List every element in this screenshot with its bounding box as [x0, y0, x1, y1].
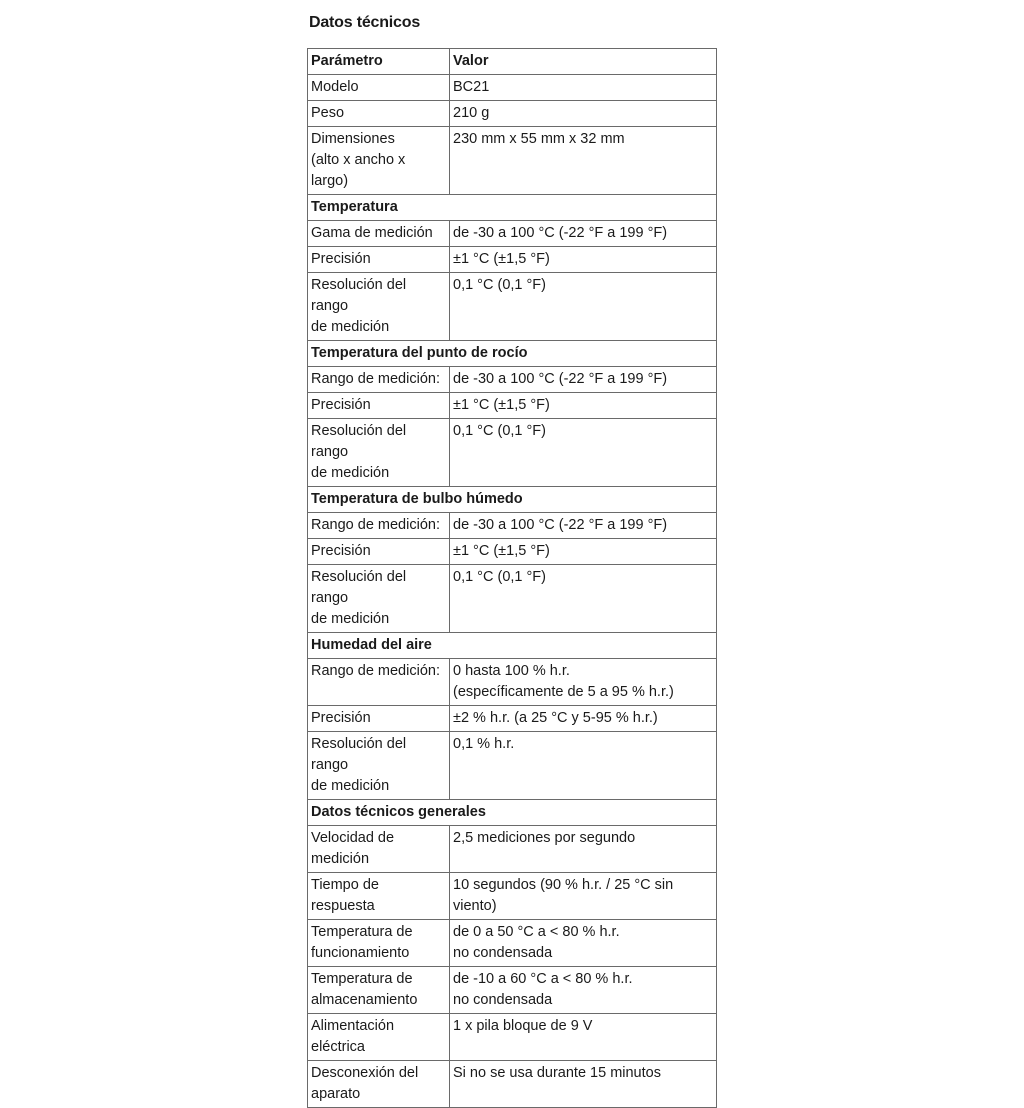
value-cell: de -30 a 100 °C (-22 °F a 199 °F)	[450, 367, 717, 393]
section-heading: Temperatura	[308, 195, 717, 221]
table-row	[308, 539, 717, 565]
parameter-cell: Dimensiones (alto x ancho x largo)	[308, 127, 450, 195]
value-cell: 10 segundos (90 % h.r. / 25 °C sin viento)	[450, 873, 717, 920]
section-heading: Datos técnicos generales	[308, 800, 717, 826]
value-cell: de 0 a 50 °C a < 80 % h.r. no condensada	[450, 920, 717, 967]
parameter-cell: Rango de medición:	[308, 367, 450, 393]
table-row	[308, 127, 717, 195]
spec-table-body	[308, 75, 717, 1108]
table-row	[308, 967, 717, 1014]
parameter-cell: Peso	[308, 101, 450, 127]
value-cell: 0,1 °C (0,1 °F)	[450, 419, 717, 487]
parameter-cell: Resolución del rango de medición	[308, 419, 450, 487]
value-cell: ±1 °C (±1,5 °F)	[450, 247, 717, 273]
parameter-cell: Rango de medición:	[308, 513, 450, 539]
parameter-cell: Temperatura de funcionamiento	[308, 920, 450, 967]
parameter-cell: Velocidad de medición	[308, 826, 450, 873]
parameter-cell: Gama de medición	[308, 221, 450, 247]
value-cell: ±2 % h.r. (a 25 °C y 5-95 % h.r.)	[450, 706, 717, 732]
table-row	[308, 1014, 717, 1061]
section-heading: Humedad del aire	[308, 633, 717, 659]
value-cell: ±1 °C (±1,5 °F)	[450, 539, 717, 565]
parameter-cell: Precisión	[308, 393, 450, 419]
parameter-cell: Resolución del rango de medición	[308, 565, 450, 633]
table-row	[308, 826, 717, 873]
spec-table	[307, 48, 717, 1108]
parameter-cell: Desconexión del aparato	[308, 1061, 450, 1108]
parameter-cell: Rango de medición:	[308, 659, 450, 706]
section-heading: Temperatura de bulbo húmedo	[308, 487, 717, 513]
value-cell: de -30 a 100 °C (-22 °F a 199 °F)	[450, 221, 717, 247]
value-cell: de -10 a 60 °C a < 80 % h.r. no condensada	[450, 967, 717, 1014]
parameter-cell: Alimentación eléctrica	[308, 1014, 450, 1061]
section-heading: Temperatura del punto de rocío	[308, 341, 717, 367]
parameter-cell: Resolución del rango de medición	[308, 732, 450, 800]
parameter-cell: Precisión	[308, 539, 450, 565]
value-cell: de -30 a 100 °C (-22 °F a 199 °F)	[450, 513, 717, 539]
value-cell: 0 hasta 100 % h.r. (específicamente de 5 a 95 % h.r.)	[450, 659, 717, 706]
parameter-cell: Precisión	[308, 706, 450, 732]
table-row	[308, 920, 717, 967]
section-row	[308, 800, 717, 826]
value-cell: 230 mm x 55 mm x 32 mm	[450, 127, 717, 195]
table-row	[308, 367, 717, 393]
value-cell: 2,5 mediciones por segundo	[450, 826, 717, 873]
document-title: Datos técnicos	[309, 14, 421, 31]
value-cell: 0,1 % h.r.	[450, 732, 717, 800]
value-cell: 1 x pila bloque de 9 V	[450, 1014, 717, 1061]
value-cell: ±1 °C (±1,5 °F)	[450, 393, 717, 419]
section-row	[308, 341, 717, 367]
value-cell: 210 g	[450, 101, 717, 127]
parameter-cell: Resolución del rango de medición	[308, 273, 450, 341]
table-row	[308, 247, 717, 273]
table-row	[308, 732, 717, 800]
table-row	[308, 101, 717, 127]
table-row	[308, 419, 717, 487]
table-row	[308, 565, 717, 633]
table-row	[308, 221, 717, 247]
table-row	[308, 513, 717, 539]
table-row	[308, 706, 717, 732]
table-row	[308, 1061, 717, 1108]
section-row	[308, 633, 717, 659]
table-row	[308, 75, 717, 101]
parameter-cell: Tiempo de respuesta	[308, 873, 450, 920]
value-cell: BC21	[450, 75, 717, 101]
table-row	[308, 393, 717, 419]
parameter-cell: Precisión	[308, 247, 450, 273]
table-row	[308, 659, 717, 706]
section-row	[308, 487, 717, 513]
header-value: Valor	[450, 49, 717, 75]
value-cell: Si no se usa durante 15 minutos	[450, 1061, 717, 1108]
parameter-cell: Modelo	[308, 75, 450, 101]
table-header-row	[308, 49, 717, 75]
table-row	[308, 873, 717, 920]
table-row	[308, 273, 717, 341]
parameter-cell: Temperatura de almacenamiento	[308, 967, 450, 1014]
value-cell: 0,1 °C (0,1 °F)	[450, 273, 717, 341]
section-row	[308, 195, 717, 221]
header-parameter: Parámetro	[308, 49, 450, 75]
value-cell: 0,1 °C (0,1 °F)	[450, 565, 717, 633]
